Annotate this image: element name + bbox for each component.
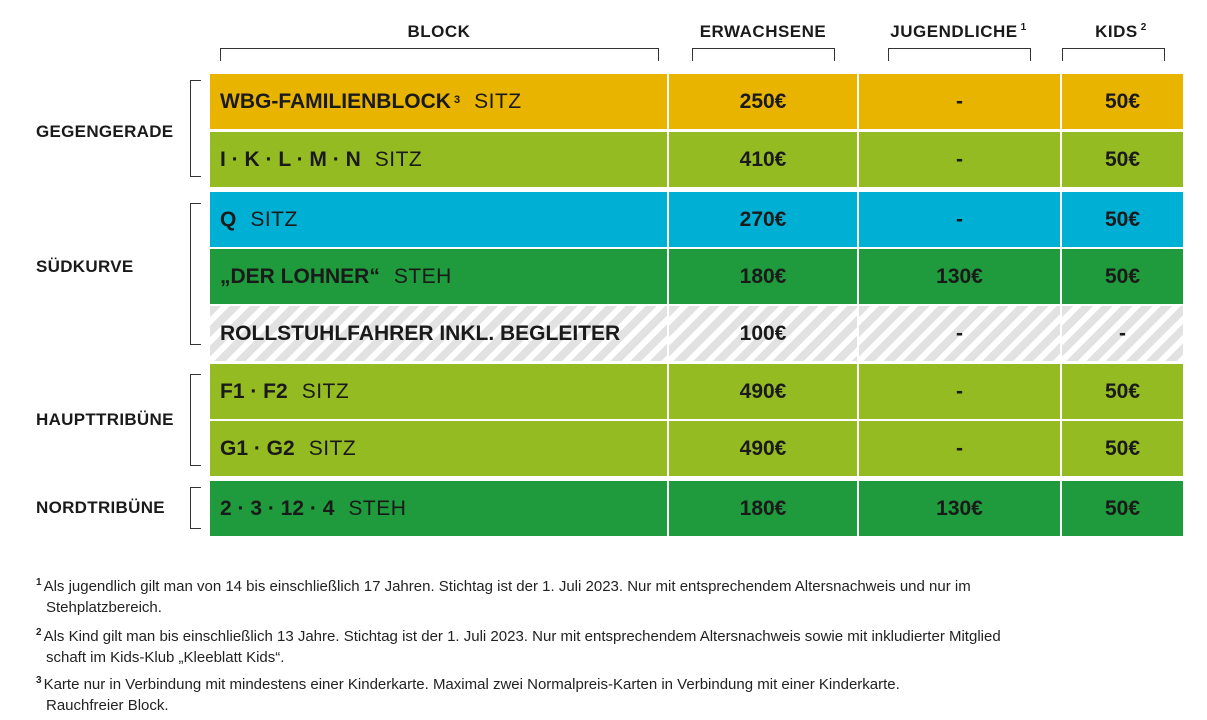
block-name: ROLLSTUHLFAHRER INKL. BEGLEITER bbox=[220, 321, 621, 345]
youth-price: 130€ bbox=[859, 249, 1060, 304]
table-row bbox=[210, 249, 1183, 304]
adults-price: 490€ bbox=[669, 421, 857, 476]
block-cell bbox=[210, 421, 667, 476]
group-gegengerade-bracket bbox=[190, 80, 201, 177]
footnote bbox=[36, 622, 1156, 668]
kids-price: 50€ bbox=[1062, 249, 1183, 304]
footnote-text: Als jugendlich gilt man von 14 bis einschließlich 17 Jahren. Stichtag ist der 1. Juli 2023. Nur mit entsprechendem Altersnachweis und nur im bbox=[43, 578, 971, 595]
table-row bbox=[210, 74, 1183, 129]
table-row bbox=[210, 306, 1183, 361]
youth-price: - bbox=[859, 421, 1060, 476]
header-adults-bracket bbox=[692, 48, 835, 61]
table-row bbox=[210, 421, 1183, 476]
block-cell bbox=[210, 74, 667, 129]
header-block bbox=[220, 22, 658, 42]
footnote-mark: 1 bbox=[36, 577, 42, 588]
group-gegengerade: GEGENGERADE bbox=[36, 122, 174, 141]
kids-price: 50€ bbox=[1062, 481, 1183, 536]
header-block-bracket bbox=[220, 48, 659, 61]
block-type: SITZ bbox=[474, 89, 522, 113]
footnote-text-cont: Stehplatzbereich. bbox=[46, 599, 162, 616]
group-haupttribuene-bracket bbox=[190, 374, 201, 466]
footnote-text-cont: schaft im Kids-Klub „Kleeblatt Kids“. bbox=[46, 649, 285, 666]
header-youth-footnote-mark: 1 bbox=[1020, 22, 1027, 34]
adults-price: 270€ bbox=[669, 192, 857, 247]
block-cell bbox=[210, 481, 667, 536]
block-name: Q bbox=[220, 207, 237, 231]
footnote-text: Als Kind gilt man bis einschließlich 13 Jahre. Stichtag ist der 1. Juli 2023. Nur mit entsprechendem Altersnachweis sowie mit inkludierter Mitglied bbox=[43, 628, 1001, 645]
adults-price: 100€ bbox=[669, 306, 857, 361]
kids-price: 50€ bbox=[1062, 74, 1183, 129]
table-row bbox=[210, 192, 1183, 247]
block-type: SITZ bbox=[250, 207, 298, 231]
kids-price: - bbox=[1062, 306, 1183, 361]
block-type: STEH bbox=[348, 496, 407, 520]
header-adults bbox=[692, 22, 834, 42]
group-nordtribuene: NORDTRIBÜNE bbox=[36, 498, 165, 517]
header-adults-label: ERWACHSENE bbox=[699, 22, 827, 41]
footnote-text: Karte nur in Verbindung mit mindestens einer Kinderkarte. Maximal zwei Normalpreis-Karten in Verbindung mit einer Kinderkarte. bbox=[43, 676, 900, 693]
header-kids bbox=[1074, 22, 1168, 42]
block-name: F1 · F2 bbox=[220, 379, 288, 403]
header-kids-footnote-mark: 2 bbox=[1140, 22, 1147, 34]
table-row bbox=[210, 132, 1183, 187]
block-type: STEH bbox=[393, 264, 452, 288]
kids-price: 50€ bbox=[1062, 364, 1183, 419]
group-haupttribuene: HAUPTTRIBÜNE bbox=[36, 410, 174, 429]
table-row bbox=[210, 481, 1183, 536]
youth-price: - bbox=[859, 306, 1060, 361]
table-row bbox=[210, 364, 1183, 419]
adults-price: 250€ bbox=[669, 74, 857, 129]
footnote-mark: 2 bbox=[36, 627, 42, 638]
header-youth bbox=[886, 22, 1031, 42]
header-kids-label: KIDS bbox=[1095, 22, 1138, 41]
group-suedkurve: SÜDKURVE bbox=[36, 257, 134, 276]
youth-price: - bbox=[859, 132, 1060, 187]
footnote bbox=[36, 572, 1156, 618]
header-youth-label: JUGENDLICHE bbox=[890, 22, 1018, 41]
block-type: SITZ bbox=[374, 147, 423, 171]
footnote bbox=[36, 670, 1156, 716]
youth-price: - bbox=[859, 74, 1060, 129]
youth-price: - bbox=[859, 192, 1060, 247]
block-cell bbox=[210, 249, 667, 304]
block-name: I · K · L · M · N bbox=[220, 147, 361, 171]
block-name: 2 · 3 · 12 · 4 bbox=[220, 496, 335, 520]
youth-price: 130€ bbox=[859, 481, 1060, 536]
block-cell bbox=[210, 192, 667, 247]
adults-price: 180€ bbox=[669, 249, 857, 304]
kids-price: 50€ bbox=[1062, 421, 1183, 476]
adults-price: 410€ bbox=[669, 132, 857, 187]
header-youth-bracket bbox=[888, 48, 1031, 61]
footnote-mark: 3 bbox=[36, 675, 42, 686]
block-name: G1 · G2 bbox=[220, 436, 295, 460]
footnote-text-cont: Rauchfreier Block. bbox=[46, 697, 169, 714]
header-block-label: BLOCK bbox=[407, 22, 471, 41]
adults-price: 180€ bbox=[669, 481, 857, 536]
block-name: „DER LOHNER“ bbox=[220, 264, 380, 288]
block-type: SITZ bbox=[301, 379, 350, 403]
adults-price: 490€ bbox=[669, 364, 857, 419]
block-name: WBG-FAMILIENBLOCK bbox=[220, 89, 451, 113]
block-cell bbox=[210, 364, 667, 419]
group-nordtribuene-bracket bbox=[190, 487, 201, 529]
youth-price: - bbox=[859, 364, 1060, 419]
block-cell bbox=[210, 306, 667, 361]
kids-price: 50€ bbox=[1062, 192, 1183, 247]
block-cell bbox=[210, 132, 667, 187]
group-suedkurve-bracket bbox=[190, 203, 201, 345]
block-footnote-mark: 3 bbox=[453, 93, 461, 106]
kids-price: 50€ bbox=[1062, 132, 1183, 187]
block-type: SITZ bbox=[308, 436, 357, 460]
header-kids-bracket bbox=[1062, 48, 1165, 61]
